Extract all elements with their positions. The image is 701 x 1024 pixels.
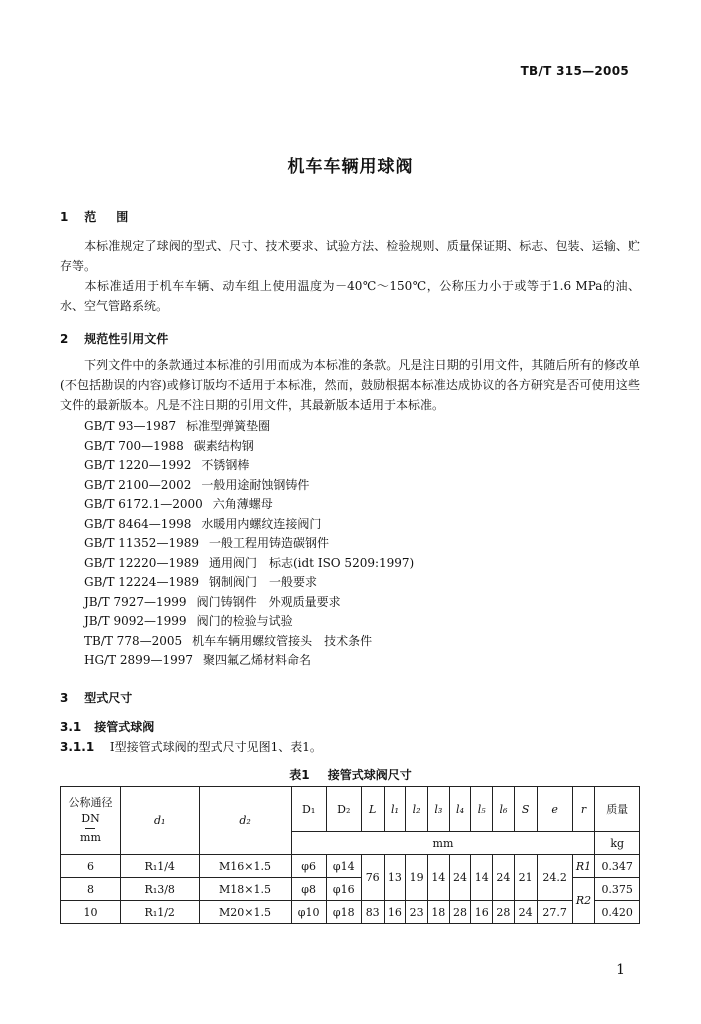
section-3-number: 3 — [60, 691, 69, 705]
table-row: 10 R₁1/2 M20×1.5 φ10 φ18 83 16 23 18 28 16 28 24 27.7 0.420 — [61, 901, 640, 924]
reference-item: GB/T 700—1988 碳素结构钢 — [84, 438, 254, 453]
header-l6: l₆ — [493, 787, 515, 832]
header-l2: l₂ — [406, 787, 428, 832]
standard-code: TB/T 315—2005 — [520, 64, 629, 78]
header-d2: d₂ — [199, 787, 291, 855]
normative-references-list — [84, 417, 414, 671]
reference-item: GB/T 8464—1998 水暖用内螺纹连接阀门 — [84, 516, 322, 531]
section-1-heading — [60, 208, 148, 225]
unit-mm: mm — [291, 832, 595, 855]
section-3-1-heading — [60, 718, 154, 735]
section-2-number: 2 — [60, 332, 69, 346]
header-S: S — [514, 787, 537, 832]
reference-item: TB/T 778—2005 机车车辆用螺纹管接头 技术条件 — [84, 633, 373, 648]
page-number: 1 — [616, 962, 625, 978]
header-mass: 质量 — [595, 787, 640, 832]
reference-item: GB/T 2100—2002 一般用途耐蚀钢铸件 — [84, 477, 310, 492]
table-header-row — [61, 787, 640, 832]
table-1-label: 表1 — [289, 768, 310, 782]
section-3-1-title: 接管式球阀 — [94, 720, 155, 734]
section-1-paragraph-2 — [60, 276, 640, 316]
reference-item: GB/T 11352—1989 一般工程用铸造碳钢件 — [84, 536, 329, 550]
header-D1: D₁ — [291, 787, 326, 832]
header-e: e — [537, 787, 572, 832]
section-3-1-1-number: 3.1.1 — [60, 740, 95, 754]
table-1-title: 接管式球阀尺寸 — [327, 768, 412, 782]
unit-kg: kg — [595, 832, 640, 855]
ball-valve-dimension-table — [60, 786, 640, 924]
table-row: 6 R₁1/4 M16×1.5 φ6 φ14 76 13 19 14 24 14 24 21 24.2 R1 0.347 — [61, 855, 640, 878]
reference-item: GB/T 12220—1989 通用阀门 标志(idt ISO 5209:1997) — [84, 555, 415, 570]
header-r: r — [572, 787, 595, 832]
header-d1: d₁ — [120, 787, 199, 855]
section-3-1-1-text: Ⅰ型接管式球阀的型式尺寸见图1、表1。 — [109, 740, 322, 754]
section-2-heading — [60, 330, 168, 347]
section-3-heading — [60, 689, 132, 706]
header-L: L — [361, 787, 384, 832]
header-l3: l₃ — [427, 787, 449, 832]
header-l1: l₁ — [384, 787, 406, 832]
document-title: 机车车辆用球阀 — [287, 157, 414, 177]
reference-item: HG/T 2899—1997 聚四氟乙烯材料命名 — [84, 653, 312, 667]
section-2-p1-text: 下列文件中的条款通过本标准的引用而成为本标准的条款。凡是注日期的引用文件，其随后所有的修改单(不包括勘误的内容)或修订版均不适用于本标准，然而，鼓励根据本标准达成协议的各方研究是否可使用这些文件的最新版本。凡是不注日期的引用文件，其最新版本适用于本标准。 — [60, 358, 640, 412]
reference-item: GB/T 1220—1992 不锈钢棒 — [84, 458, 250, 472]
header-l5: l₅ — [471, 787, 493, 832]
reference-item: GB/T 6172.1—2000 六角薄螺母 — [84, 497, 273, 511]
section-1-title: 范围 — [84, 210, 149, 224]
reference-item: GB/T 12224—1989 钢制阀门 一般要求 — [84, 575, 317, 589]
section-3-title: 型式尺寸 — [84, 691, 133, 705]
table-row: 8 R₁3/8 M18×1.5 φ8 φ16 R2 0.375 — [61, 878, 640, 901]
section-2-paragraph — [60, 355, 640, 415]
header-dn: 公称通径 DN mm — [61, 787, 121, 855]
header-l4: l₄ — [449, 787, 471, 832]
reference-item: JB/T 7927—1999 阀门铸钢件 外观质量要求 — [84, 594, 341, 609]
section-3-1-1-paragraph — [60, 738, 322, 755]
reference-item: GB/T 93—1987 标准型弹簧垫圈 — [84, 419, 271, 433]
section-1-p1-text: 本标准规定了球阀的型式、尺寸、技术要求、试验方法、检验规则、质量保证期、标志、包装、运输、贮存等。 — [60, 239, 640, 273]
header-D2: D₂ — [326, 787, 361, 832]
section-1-p2-text: 本标准适用于机车车辆、动车组上使用温度为－40℃～150℃，公称压力小于或等于1.6 MPa的油、水、空气管路系统。 — [60, 279, 640, 313]
section-2-title: 规范性引用文件 — [84, 332, 169, 346]
reference-item: JB/T 9092—1999 阀门的检验与试验 — [84, 614, 293, 628]
table-1-caption — [0, 766, 701, 783]
section-1-number: 1 — [60, 210, 69, 224]
section-3-1-number: 3.1 — [60, 720, 82, 734]
section-1-paragraph-1 — [60, 236, 640, 276]
